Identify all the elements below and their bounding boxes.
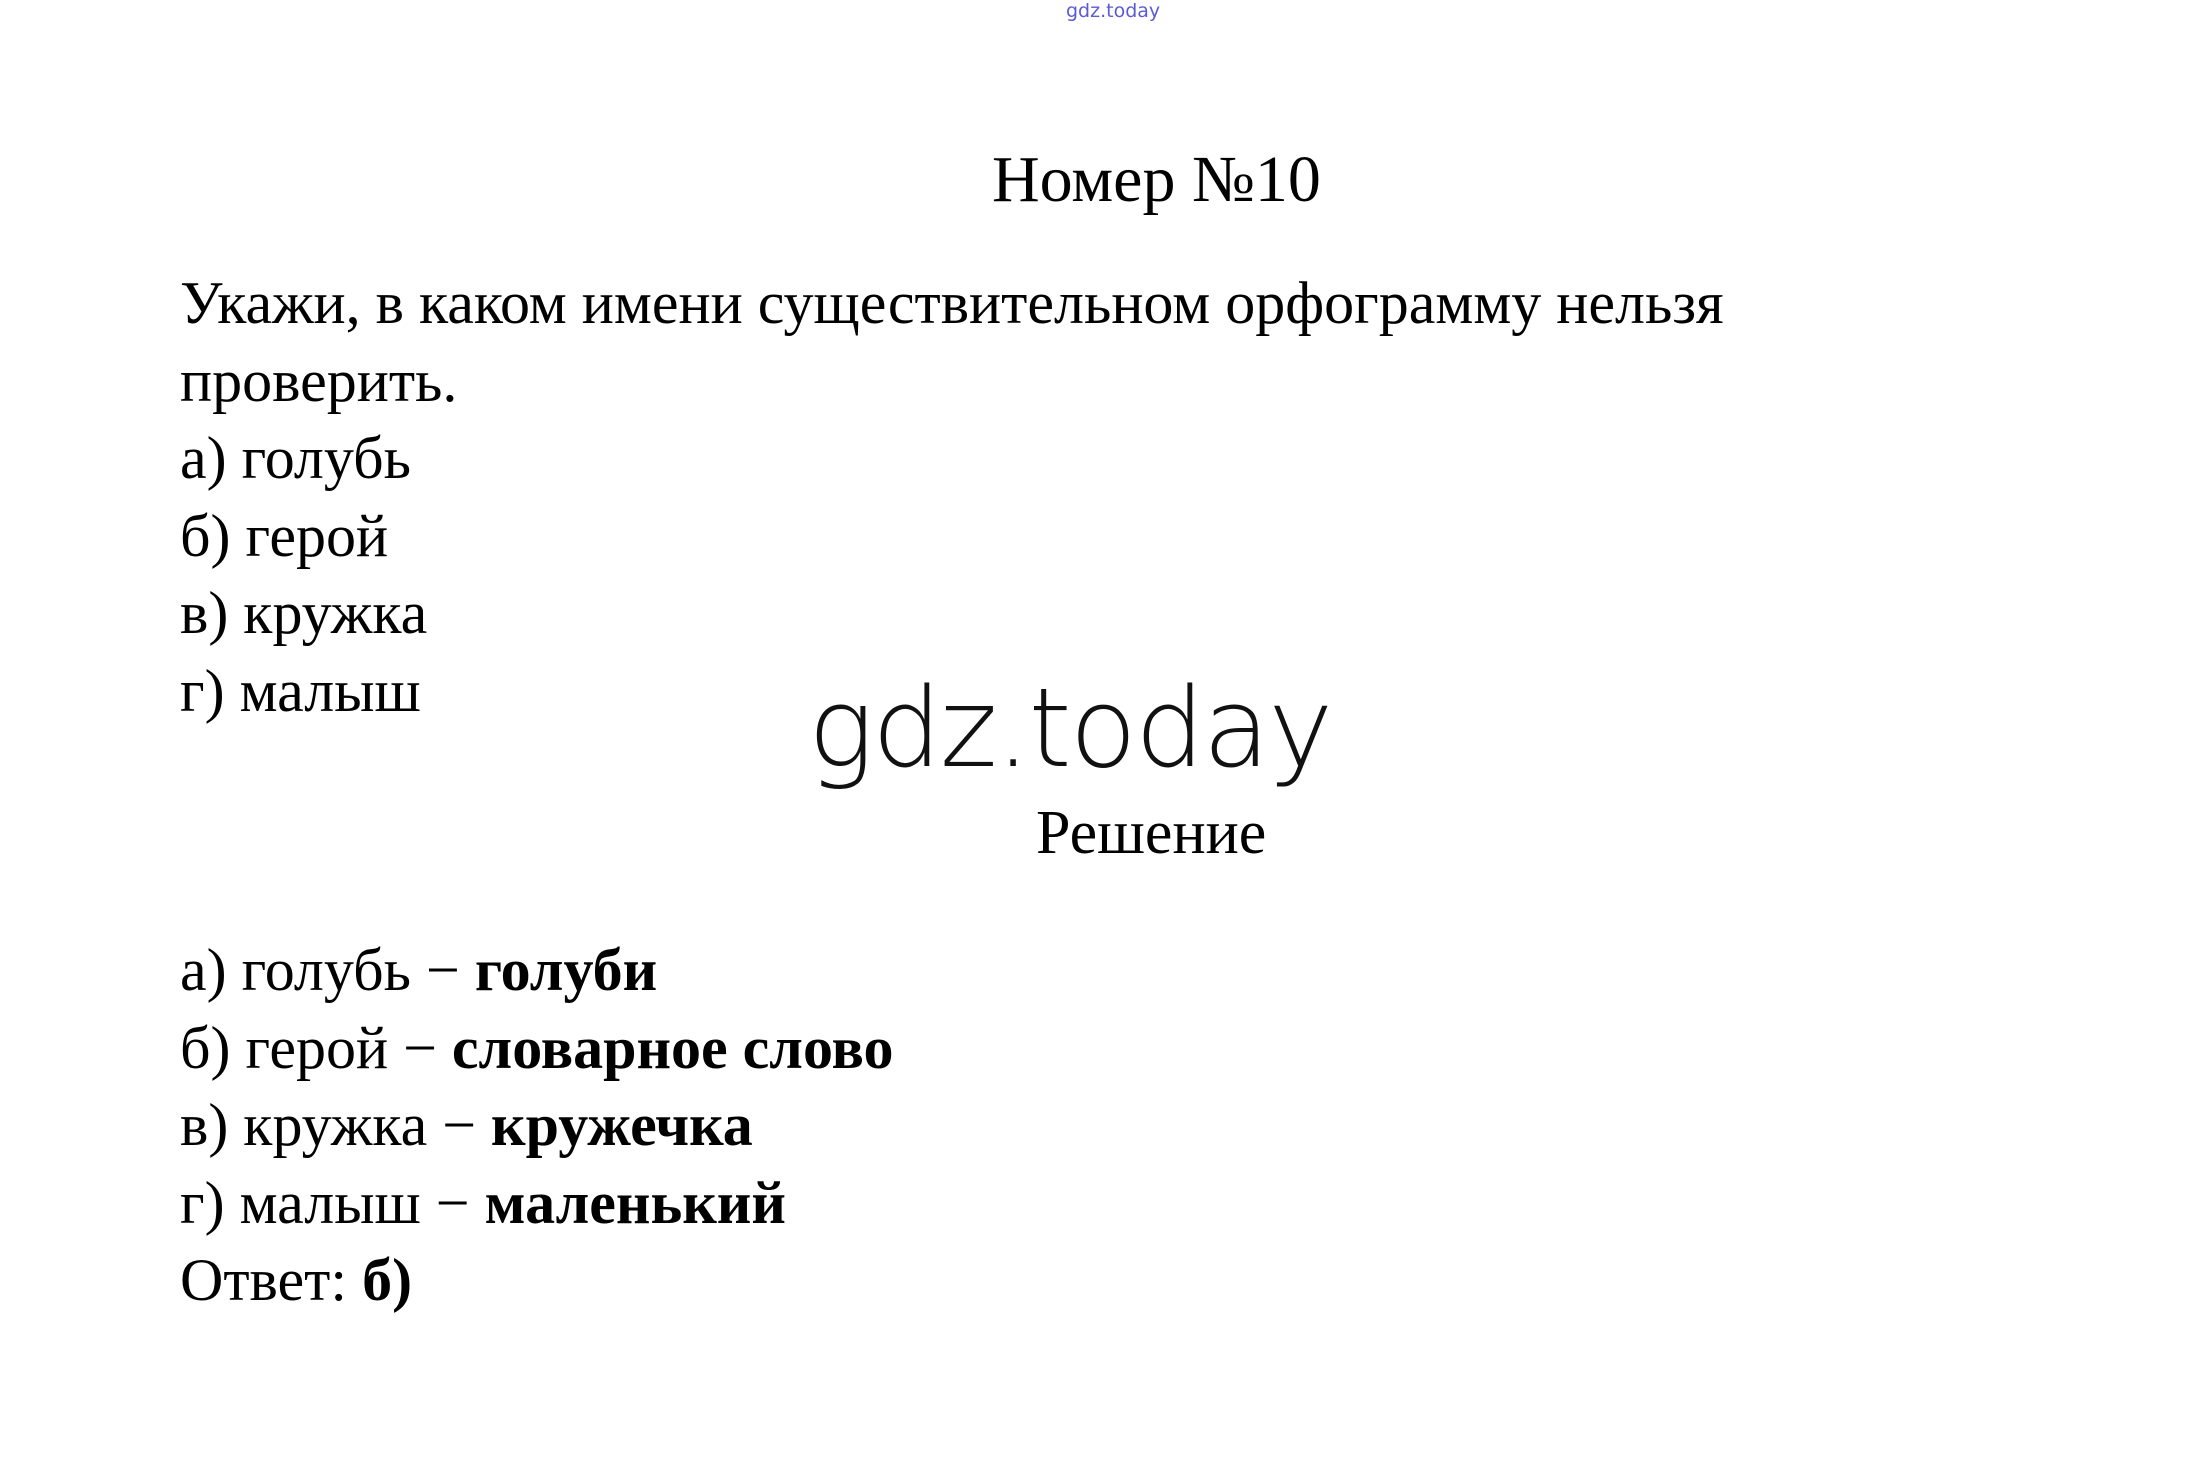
solution-row-d xyxy=(180,1165,2140,1243)
question-text-line-2: проверить. xyxy=(180,347,458,414)
solution-word: г) малыш − xyxy=(180,1169,485,1236)
solution-block xyxy=(180,932,2140,1320)
solution-row-a xyxy=(180,932,2140,1010)
solution-word: в) кружка − xyxy=(180,1092,492,1158)
page-title: Номер №10 xyxy=(992,143,1321,216)
option-c: в) кружка xyxy=(180,580,428,646)
solution-check-word: голуби xyxy=(474,937,658,1003)
solution-row-b xyxy=(180,1010,2140,1088)
watermark-text: gdz.today xyxy=(1066,0,1161,22)
answer-line xyxy=(180,1242,2140,1320)
solution-heading: Решение xyxy=(1036,799,1267,867)
option-d: г) малыш xyxy=(180,657,421,724)
solution-row-c xyxy=(180,1087,2140,1165)
question-text-line-1: Укажи, в каком имени существительном орфограмму нельзя xyxy=(180,270,1724,336)
solution-word: б) герой − xyxy=(180,1014,452,1081)
solution-check-word: кружечка xyxy=(491,1092,753,1158)
site-logo: gdz.today xyxy=(808,664,1332,792)
option-a: а) голубь xyxy=(180,425,411,491)
answer-label: Ответ: xyxy=(180,1247,363,1313)
question-block xyxy=(180,265,2140,730)
option-b: б) герой xyxy=(180,502,389,569)
answer-value: б) xyxy=(362,1247,413,1313)
solution-check-word: словарное слово xyxy=(451,1014,894,1081)
solution-word: а) голубь − xyxy=(180,937,475,1003)
solution-check-word: маленький xyxy=(484,1169,786,1236)
